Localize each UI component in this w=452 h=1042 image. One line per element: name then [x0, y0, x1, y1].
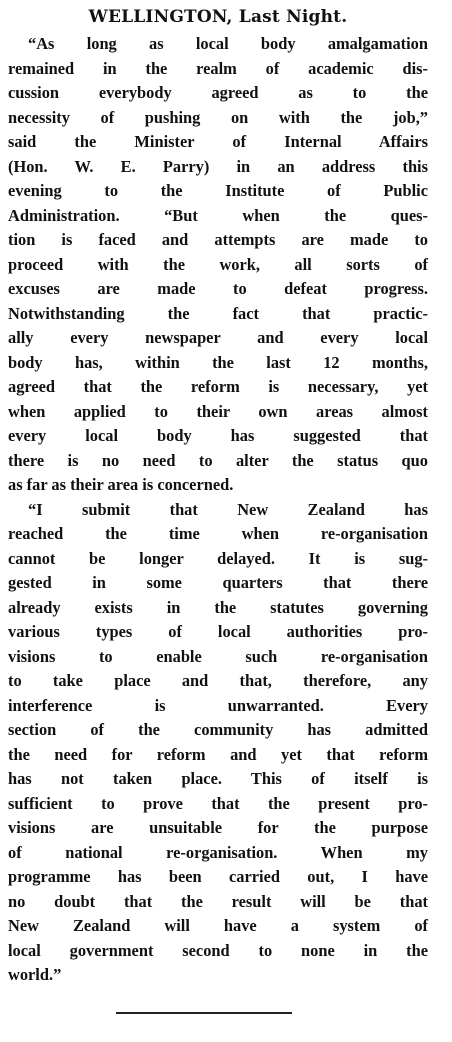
text-line: local government second to none in the: [8, 940, 428, 960]
text-line: “I submit that New Zealand has: [28, 499, 428, 519]
text-line: evening to the Institute of Public: [8, 181, 428, 200]
text-line: visions to enable such re-organisation: [8, 646, 428, 666]
headline-place: WELLINGTON,: [88, 7, 233, 27]
text-line: said the Minister of Internal Affairs: [8, 132, 428, 151]
text-line: has not taken place. This of itself is: [8, 769, 428, 788]
text-line: visions are unsuitable for the purpose: [8, 818, 428, 837]
article-paragraph-2: [8, 498, 428, 988]
headline-time: Last Night.: [238, 7, 348, 27]
text-line: ally every newspaper and every local: [8, 328, 428, 347]
text-line: already exists in the statutes governing: [8, 597, 428, 617]
text-line: cussion everybody agreed as to the: [8, 83, 428, 102]
text-line: New Zealand will have a system of: [8, 916, 428, 935]
text-line: remained in the realm of academic dis-: [8, 58, 428, 78]
text-line: when applied to their own areas almost: [8, 401, 428, 421]
text-line: tion is faced and attempts are made to: [8, 230, 428, 249]
text-line: sufficient to prove that the present pro-: [8, 793, 428, 813]
text-line: every local body has suggested that: [8, 426, 428, 445]
text-line: the need for reform and yet that reform: [8, 744, 428, 764]
text-line: proceed with the work, all sorts of: [8, 254, 428, 274]
text-line: gested in some quarters that there: [8, 573, 428, 592]
text-line: as far as their area is concerned.: [8, 475, 234, 494]
text-line: body has, within the last 12 months,: [8, 352, 428, 372]
text-line: (Hon. W. E. Parry) in an address this: [8, 156, 428, 176]
text-line: there is no need to alter the status quo: [8, 450, 428, 470]
text-line: necessity of pushing on with the job,”: [8, 107, 428, 127]
article-end-rule: [116, 1012, 292, 1014]
text-line: reached the time when re-organisation: [8, 524, 428, 543]
text-line: to take place and that, therefore, any: [8, 671, 428, 690]
text-line: Notwithstanding the fact that practic-: [8, 303, 428, 323]
text-line: Administration. “But when the ques-: [8, 205, 428, 225]
text-line: “As long as local body amalgamation: [28, 34, 428, 53]
text-line: world.”: [8, 965, 62, 984]
text-line: agreed that the reform is necessary, yet: [8, 377, 428, 396]
text-line: no doubt that the result will be that: [8, 891, 428, 911]
text-line: various types of local authorities pro-: [8, 622, 428, 641]
text-line: of national re-organisation. When my: [8, 842, 428, 862]
text-line: excuses are made to defeat progress.: [8, 279, 428, 298]
article-headline: [8, 4, 428, 30]
text-line: interference is unwarranted. Every: [8, 695, 428, 715]
text-line: programme has been carried out, I have: [8, 867, 428, 886]
article-column: [8, 4, 428, 988]
article-paragraph-1: [8, 32, 428, 498]
text-line: cannot be longer delayed. It is sug-: [8, 548, 428, 568]
text-line: section of the community has admitted: [8, 720, 428, 739]
